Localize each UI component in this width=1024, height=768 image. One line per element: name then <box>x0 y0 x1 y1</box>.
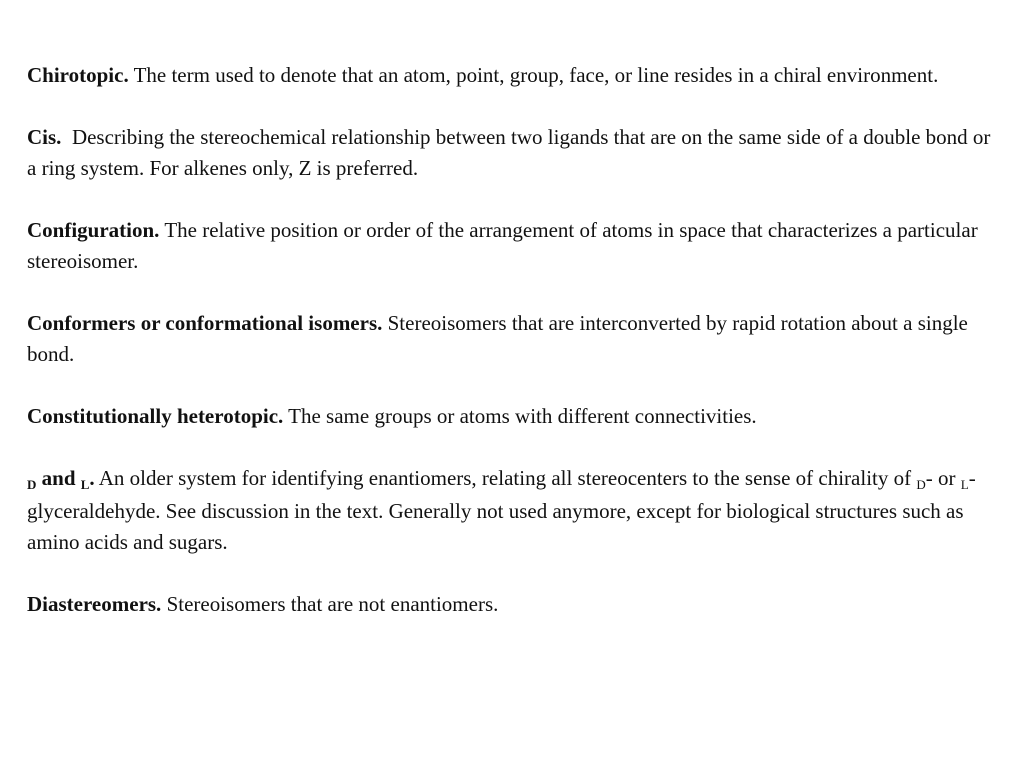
term-and: and <box>41 466 76 490</box>
term-d-letter: D <box>27 477 37 492</box>
term-period: . <box>89 466 95 490</box>
term-l-letter: L <box>80 477 90 492</box>
definition-diastereomers: Stereoisomers that are not enantiomers. <box>166 592 499 616</box>
definition-constitutionally-heterotopic: The same groups or atoms with different connectivities. <box>288 404 757 428</box>
definition-cis: Describing the stereochemical relationship between two ligands that are on the same side of a double bond or a ring system. For alkenes only, Z is preferred. <box>27 125 991 180</box>
definition-d-and-l-part3: -glyceraldehyde. See discussion in the text. Generally not used anymore, except for biological structures such as amino acids and sugars. <box>27 466 976 554</box>
term-chirotopic: Chirotopic. <box>27 63 129 87</box>
entry-diastereomers <box>27 589 994 620</box>
definition-l-letter: L <box>960 477 969 492</box>
entry-configuration <box>27 215 994 277</box>
definition-d-and-l-part1: An older system for identifying enantiomers, relating all stereocenters to the sense of chirality of <box>98 466 912 490</box>
term-cis: Cis. <box>27 125 62 149</box>
term-configuration: Configuration. <box>27 218 160 242</box>
entry-constitutionally-heterotopic <box>27 401 994 432</box>
term-diastereomers: Diastereomers. <box>27 592 162 616</box>
definition-conformers: Stereoisomers that are interconverted by rapid rotation about a single bond. <box>27 311 968 366</box>
entry-conformers <box>27 308 994 370</box>
definition-d-letter: D <box>916 477 926 492</box>
definition-chirotopic: The term used to denote that an atom, point, group, face, or line resides in a chiral environment. <box>133 63 939 87</box>
entry-d-and-l <box>27 463 994 558</box>
definition-configuration: The relative position or order of the arrangement of atoms in space that characterizes a particular stereoisomer. <box>27 218 978 273</box>
entry-cis <box>27 122 994 184</box>
definition-d-and-l-part2: - or <box>925 466 956 490</box>
term-conformers: Conformers or conformational isomers. <box>27 311 383 335</box>
term-constitutionally-heterotopic: Constitutionally heterotopic. <box>27 404 284 428</box>
entry-chirotopic <box>27 60 994 91</box>
